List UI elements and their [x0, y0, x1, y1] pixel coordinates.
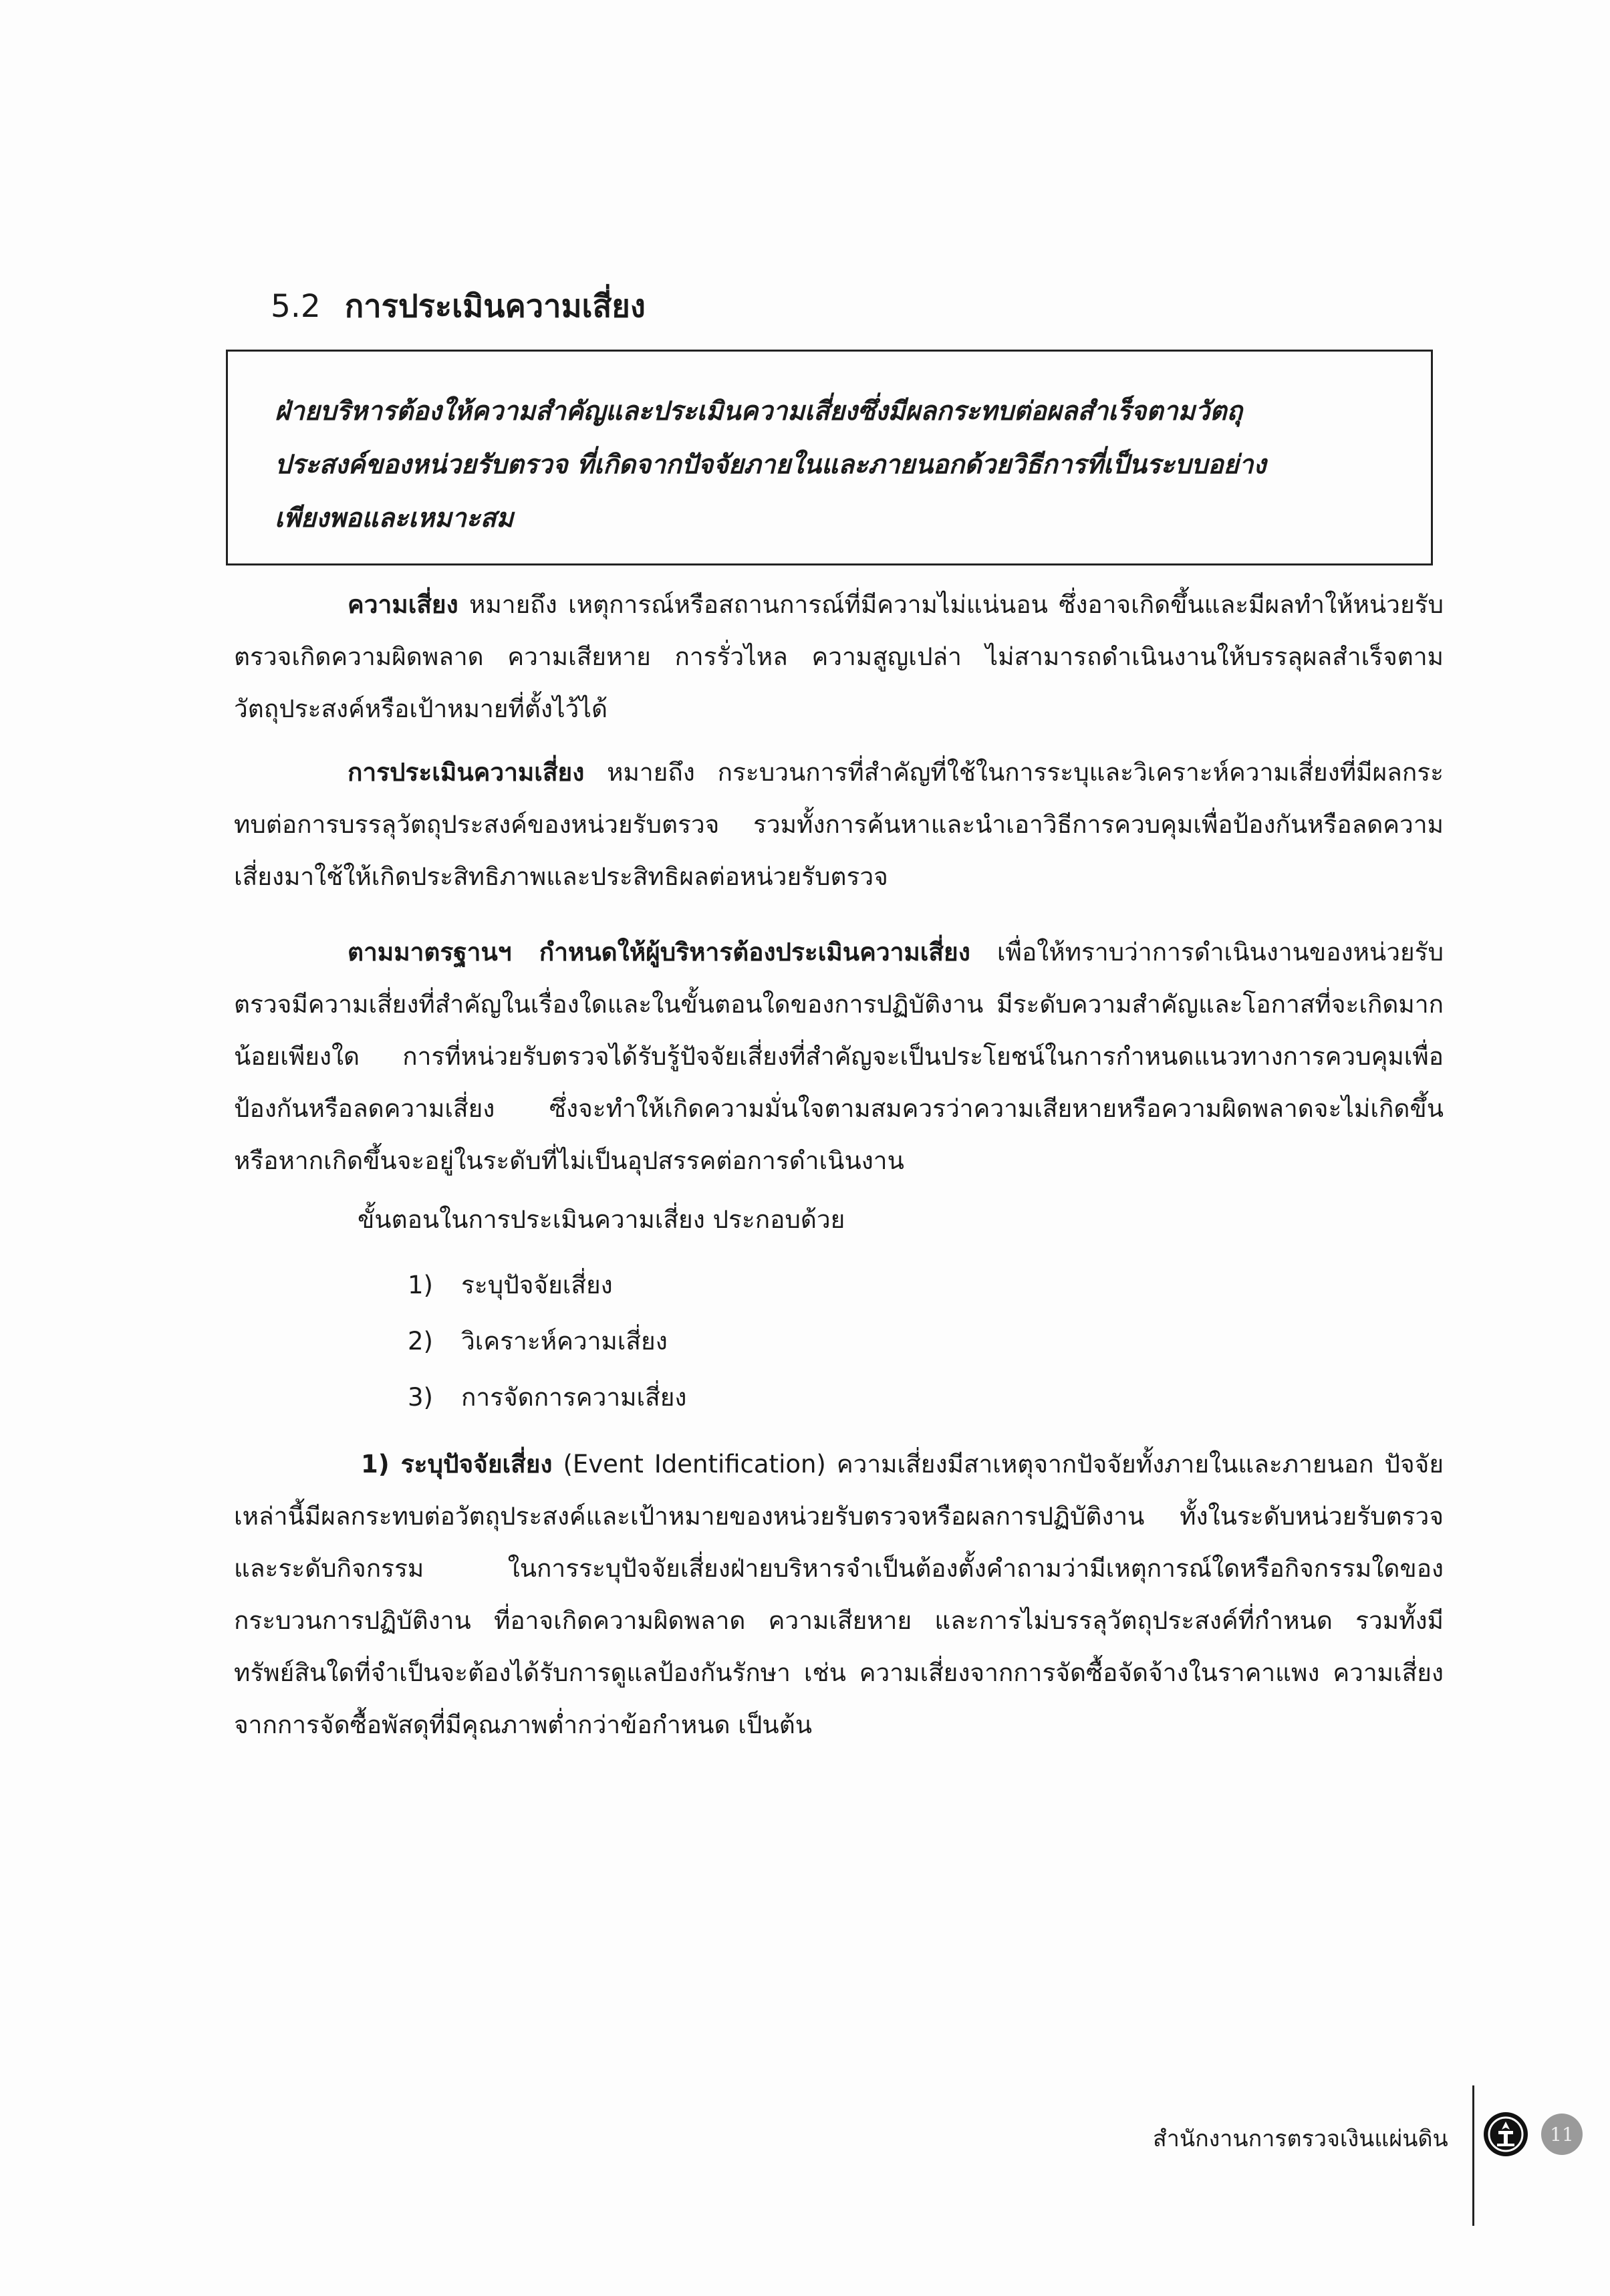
standard-requirement-text: เพื่อให้ทราบว่าการดำเนินงานของหน่วยรับตรวจมีความเสี่ยงที่สำคัญในเรื่องใดและในขั้นตอนใดของการปฏิบัติงาน มีระดับความสำคัญและโอกาสที่จะเกิดมากน้อยเพียงใด การที่หน่วยรับตรวจได้รับรู้ปัจจัยเสี่ยงที่สำคัญจะเป็นประโยชน์ในการกำหนดแนวทางการควบคุมเพื่อป้องกันหรือลดความเสี่ยง ซึ่งจะทำให้เกิดความมั่นใจตามสมควรว่าความเสียหายหรือความผิดพลาดจะไม่เกิดขึ้น หรือหากเกิดขึ้นจะอยู่ในระดับที่ไม่เป็นอุปสรรคต่อการดำเนินงาน [234, 938, 1444, 1175]
standard-line-3: เพียงพอและเหมาะสม [275, 503, 514, 533]
standard-requirement-term: ตามมาตรฐานฯ กำหนดให้ผู้บริหารต้องประเมินความเสี่ยง [348, 938, 970, 967]
event-identification-text: ความเสี่ยงมีสาเหตุจากปัจจัยทั้งภายในและภายนอก ปัจจัยเหล่านี้มีผลกระทบต่อวัตถุประสงค์และเป้าหมายของหน่วยรับตรวจหรือผลการปฏิบัติงาน ทั้งในระดับหน่วยรับตรวจและระดับกิจกรรม ในการระบุปัจจัยเสี่ยงฝ่ายบริหารจำเป็นต้องตั้งคำถามว่ามีเหตุการณ์ใดหรือกิจกรรมใดของกระบวนการปฏิบัติงาน ที่อาจเกิดความผิดพลาด ความเสียหาย และการไม่บรรลุวัตถุประสงค์ที่กำหนด รวมทั้งมีทรัพย์สินใดที่จำเป็นจะต้องได้รับการดูแลป้องกันรักษา เช่น ความเสี่ยงจากการจัดซื้อจัดจ้างในราคาแพง ความเสี่ยงจากการจัดซื้อพัสดุที่มีคุณภาพต่ำกว่าข้อกำหนด เป็นต้น [234, 1450, 1444, 1739]
risk-definition-paragraph [234, 579, 1444, 735]
footer-divider [1472, 2085, 1474, 2226]
step-item [408, 1321, 668, 1361]
standard-requirement-paragraph [234, 926, 1444, 1187]
step-label: การจัดการความเสี่ยง [461, 1383, 687, 1412]
page-number-badge: 11 [1541, 2114, 1583, 2155]
step-label: วิเคราะห์ความเสี่ยง [461, 1327, 668, 1356]
event-identification-term: 1) ระบุปัจจัยเสี่ยง [361, 1450, 553, 1479]
event-identification-english: (Event Identification) [552, 1450, 826, 1479]
steps-intro: ขั้นตอนในการประเมินความเสี่ยง ประกอบด้วย [358, 1205, 845, 1234]
risk-assessment-term: การประเมินความเสี่ยง [348, 758, 585, 787]
step-item [408, 1378, 686, 1417]
footer-organization: สำนักงานการตรวจเงินแผ่นดิน [1153, 2126, 1448, 2152]
risk-assessment-definition-text: หมายถึง กระบวนการที่สำคัญที่ใช้ในการระบุและวิเคราะห์ความเสี่ยงที่มีผลกระทบต่อการบรรลุวัตถุประสงค์ของหน่วยรับตรวจ รวมทั้งการค้นหาและนำเอาวิธีการควบคุมเพื่อป้องกันหรือลดความเสี่ยงมาใช้ให้เกิดประสิทธิภาพและประสิทธิผลต่อหน่วยรับตรวจ [234, 758, 1444, 891]
section-heading [271, 281, 646, 331]
risk-assessment-definition-paragraph [234, 747, 1444, 903]
standard-line-1: ฝ่ายบริหารต้องให้ความสำคัญและประเมินความเสี่ยงซึ่งมีผลกระทบต่อผลสำเร็จตามวัตถุ [275, 396, 1243, 426]
step-item [408, 1265, 613, 1305]
standard-statement-box [226, 350, 1433, 565]
oag-emblem-icon [1484, 2112, 1528, 2156]
risk-term: ความเสี่ยง [348, 590, 458, 619]
step-number: 1) [408, 1271, 433, 1299]
standard-line-2: ประสงค์ของหน่วยรับตรวจ ที่เกิดจากปัจจัยภายในและภายนอกด้วยวิธีการที่เป็นระบบอย่าง [275, 450, 1266, 480]
event-identification-paragraph [234, 1438, 1444, 1751]
section-title: การประเมินความเสี่ยง [344, 288, 646, 325]
section-number: 5.2 [271, 288, 321, 325]
step-label: ระบุปัจจัยเสี่ยง [461, 1271, 613, 1299]
risk-definition-text: หมายถึง เหตุการณ์หรือสถานการณ์ที่มีความไม่แน่นอน ซึ่งอาจเกิดขึ้นและมีผลทำให้หน่วยรับตรวจเกิดความผิดพลาด ความเสียหาย การรั่วไหล ความสูญเปล่า ไม่สามารถดำเนินงานให้บรรลุผลสำเร็จตามวัตถุประสงค์หรือเป้าหมายที่ตั้งไว้ได้ [234, 590, 1444, 723]
step-number: 2) [408, 1327, 433, 1356]
step-number: 3) [408, 1383, 433, 1412]
